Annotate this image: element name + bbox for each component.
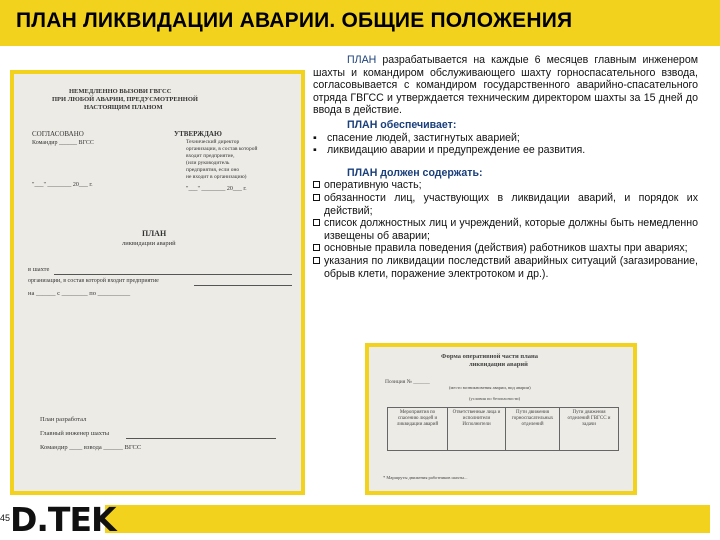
page-number: 45: [0, 513, 11, 523]
form-col3: Пути движения горноспасательных отделений: [506, 408, 560, 450]
form-title2: ликвидации аварий: [469, 361, 528, 368]
doc-approve-sub5: предприятия, если оно: [186, 167, 240, 173]
ensures-heading: ПЛАН обеспечивает:: [347, 118, 457, 131]
doc-header-line2: ПРИ ЛЮБОЙ АВАРИИ, ПРЕДУСМОТРЕННОЙ: [52, 96, 198, 103]
contains-heading: ПЛАН должен содержать:: [347, 166, 483, 179]
checkbox-bullet-icon: [313, 194, 320, 201]
list-item: ▪ спасение людей, застигнутых аварией;: [313, 131, 520, 144]
list-item: оперативную часть;: [313, 179, 698, 192]
form-position: Позиция № ______: [385, 379, 430, 385]
dtek-logo: D.TEK: [10, 500, 116, 539]
form-table: [387, 407, 619, 451]
doc-row2-line: [194, 285, 292, 286]
form-caption1: (место возникновения аварии, вид аварии): [449, 385, 531, 390]
doc-row3: на ______ с ________ по __________: [28, 290, 131, 297]
doc-header-line1: НЕМЕДЛЕННО ВЫЗОВИ ГВГСС: [69, 88, 172, 95]
checkbox-bullet-icon: [313, 244, 320, 251]
list-item: основные правила поведения (действия) работников шахты при авариях;: [313, 242, 698, 255]
doc-agreed: СОГЛАСОВАНО: [32, 130, 84, 138]
list-item: ▪ ликвидацию аварии и предупреждение ее развития.: [313, 144, 586, 157]
doc-chief-engineer: Главный инженер шахты: [40, 430, 110, 437]
footer-bar: [105, 505, 710, 533]
doc-approve-sub4: (или руководитель: [186, 160, 230, 166]
plan-document-image: [10, 70, 305, 495]
doc-approve-sub3: входит предприятие,: [186, 153, 235, 159]
doc-commander: Командир ____ взвода ______ ВГСС: [40, 444, 142, 451]
plan-description: [313, 54, 698, 280]
doc-plan-word: ПЛАН: [142, 229, 167, 238]
intro-lead: ПЛАН: [347, 54, 377, 66]
bullet-icon: ▪: [313, 144, 317, 157]
doc-approve-sub2: организации, в состав которой: [186, 146, 258, 152]
doc-developed: План разработал: [40, 416, 87, 423]
list-item: список должностных лиц и учреждений, которые должны быть немедленно извещены об аварии;: [313, 217, 698, 242]
doc-row2: организации, в состав которой входит предприятие: [28, 278, 159, 284]
doc-approve: УТВЕРЖДАЮ: [174, 130, 222, 138]
doc-agreed-sub: Командир ______ ВГСС: [32, 140, 94, 146]
checkbox-bullet-icon: [313, 181, 320, 188]
form-paper: [369, 347, 633, 491]
doc-date-left: "___" ________ 20___ г.: [32, 182, 93, 188]
form-col2: Ответственные лица и исполнители Исполнители: [448, 408, 506, 450]
list-item: обязанности лиц, участвующих в ликвидации аварий, и порядок их действий;: [313, 192, 698, 217]
doc-date-right: "___" ________ 20___ г.: [186, 186, 247, 192]
slide-title: ПЛАН ЛИКВИДАЦИИ АВАРИИ. ОБЩИЕ ПОЛОЖЕНИЯ: [16, 9, 573, 32]
doc-header-line3: НАСТОЯЩИМ ПЛАНОМ: [84, 104, 163, 111]
ensures-list: [313, 132, 698, 157]
contains-list: [313, 179, 698, 280]
doc-row1: в шахте: [28, 266, 50, 273]
bullet-icon: ▪: [313, 131, 317, 144]
form-col4: Пути движения отделений ГВГСС и задачи: [567, 410, 611, 427]
list-item: указания по ликвидации последствий аварийных ситуаций (загазирование, обрыв клети, поражение электротоком и др.).: [313, 255, 698, 280]
checkbox-bullet-icon: [313, 219, 320, 226]
doc-approve-sub1: Технический директор: [186, 139, 240, 145]
form-col1: Мероприятия по спасению людей и ликвидации аварий: [388, 408, 448, 450]
form-title1: Форма оперативной части плана: [441, 353, 538, 360]
doc-row1-line: [54, 274, 292, 275]
doc-chief-line: [126, 438, 276, 439]
form-caption2: (условия по безопасности): [469, 396, 521, 401]
intro-rest: разрабатывается на каждые 6 месяцев главным инженером шахты и командиром обслуживающего шахту горноспасательного взвода, согласовывается с командиром государственного аварийно-спасательного отряда ГВГСС и утверждается техническим директором шахты за 15 дней до ввода в действие.: [313, 54, 698, 117]
doc-approve-sub6: не входит в организацию): [186, 174, 247, 180]
operational-form-image: [365, 343, 637, 495]
document-paper: [14, 74, 301, 491]
form-footnote: * Маршруты движения работников шахты...: [383, 475, 468, 480]
intro-paragraph: [313, 54, 698, 117]
doc-plan-sub: ликвидации аварий: [122, 240, 176, 247]
checkbox-bullet-icon: [313, 257, 320, 264]
